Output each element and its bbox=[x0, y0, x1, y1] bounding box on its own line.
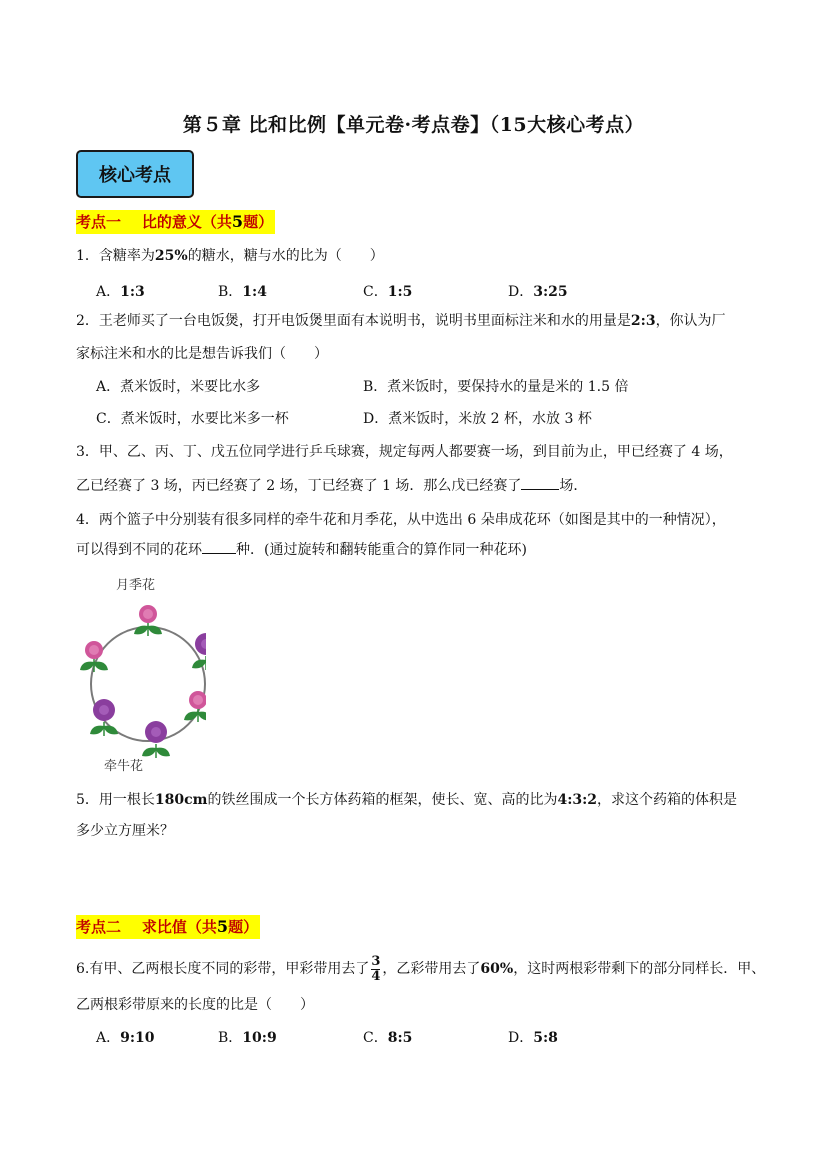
section-count: 5 bbox=[231, 212, 244, 231]
q1-text-post: 的糖水，糖与水的比为（ ） bbox=[187, 248, 384, 264]
question-6-line-1: 6.有甲、乙两根长度不同的彩带，甲彩带用去了 $\frac{3}{4}$ ，乙彩带用去了60%，这时两根彩带剩下的部分同样长．甲、 bbox=[76, 953, 766, 984]
question-5-line-1: 5．用一根长180cm的铁丝围成一个长方体药箱的框架，使长、宽、高的比为4:3:2，求这个药箱的体积是 bbox=[76, 792, 738, 808]
section-header-2 bbox=[76, 915, 260, 939]
q6-option-b[interactable]: B．10:9 bbox=[218, 1030, 277, 1046]
flower-garland-figure bbox=[76, 572, 206, 777]
question-3-line-1: 3．甲、乙、丙、丁、戊五位同学进行乒乓球赛，规定每两人都要赛一场，到目前为止，甲已经赛了 4 场， bbox=[76, 444, 733, 460]
q1-text-bold: 25% bbox=[154, 248, 188, 264]
section-name: 求比值（共 bbox=[141, 918, 217, 936]
q2-option-d[interactable]: D．煮米饭时，米放 2 杯，水放 3 杯 bbox=[363, 411, 592, 427]
label-morning-glory: 牵牛花 bbox=[104, 759, 144, 774]
section-prefix: 考点一 bbox=[76, 213, 122, 231]
q1-option-a[interactable]: A．1:3 bbox=[96, 284, 145, 300]
question-1 bbox=[76, 240, 756, 272]
core-points-badge: 核心考点 bbox=[76, 150, 194, 198]
morning-glory-icon bbox=[142, 721, 170, 758]
q6-fraction: $\frac{3}{4}$ bbox=[371, 953, 381, 984]
rose-icon bbox=[134, 605, 162, 636]
question-2-line-2: 家标注米和水的比是想告诉我们（ ） bbox=[76, 346, 328, 362]
q1-option-d[interactable]: D．3:25 bbox=[508, 284, 568, 300]
q2-option-c[interactable]: C．煮米饭时，水要比米多一杯 bbox=[96, 411, 289, 427]
section-suffix: 题） bbox=[243, 213, 274, 231]
section-prefix: 考点二 bbox=[76, 918, 122, 936]
section-count: 5 bbox=[216, 917, 229, 936]
q1-text-pre: 1．含糖率为 bbox=[76, 248, 155, 264]
garland-ring bbox=[91, 627, 205, 741]
page-title: 第５章 比和比例【单元卷·考点卷】（15大核心考点） bbox=[182, 114, 645, 136]
question-6-line-2: 乙两根彩带原来的长度的比是（ ） bbox=[76, 997, 314, 1013]
q6-option-d[interactable]: D．5:8 bbox=[508, 1030, 558, 1046]
question-2-line-1: 2．王老师买了一台电饭煲，打开电饭煲里面有本说明书，说明书里面标注米和水的用量是2:3，你认为厂 bbox=[76, 313, 726, 329]
label-rose: 月季花 bbox=[116, 578, 156, 593]
question-4-line-1: 4．两个篮子中分别装有很多同样的牵牛花和月季花，从中选出 6 朵串成花环（如图是其中的一种情况）， bbox=[76, 512, 726, 528]
q4-answer-blank[interactable] bbox=[202, 539, 236, 554]
section-header-1 bbox=[76, 210, 275, 234]
q2-option-a[interactable]: A．煮米饭时，米要比水多 bbox=[96, 379, 261, 395]
q6-option-a[interactable]: A．9:10 bbox=[96, 1030, 155, 1046]
rose-icon bbox=[184, 691, 206, 722]
question-4-line-2: 可以得到不同的花环 种．(通过旋转和翻转能重合的算作同一种花环) bbox=[76, 534, 756, 566]
q1-option-c[interactable]: C．1:5 bbox=[363, 284, 413, 300]
rose-icon bbox=[80, 641, 108, 672]
question-5-line-2: 多少立方厘米？ bbox=[76, 823, 174, 839]
q6-option-c[interactable]: C．8:5 bbox=[363, 1030, 413, 1046]
q1-option-b[interactable]: B．1:4 bbox=[218, 284, 267, 300]
q2-option-b[interactable]: B．煮米饭时，要保持水的量是米的 1.5 倍 bbox=[363, 379, 629, 395]
question-3-line-2: 乙已经赛了 3 场，丙已经赛了 2 场，丁已经赛了 1 场．那么戊已经赛了 场． bbox=[76, 470, 756, 502]
section-suffix: 题） bbox=[228, 918, 259, 936]
q3-answer-blank[interactable] bbox=[521, 475, 559, 490]
section-name: 比的意义（共 bbox=[141, 213, 232, 231]
